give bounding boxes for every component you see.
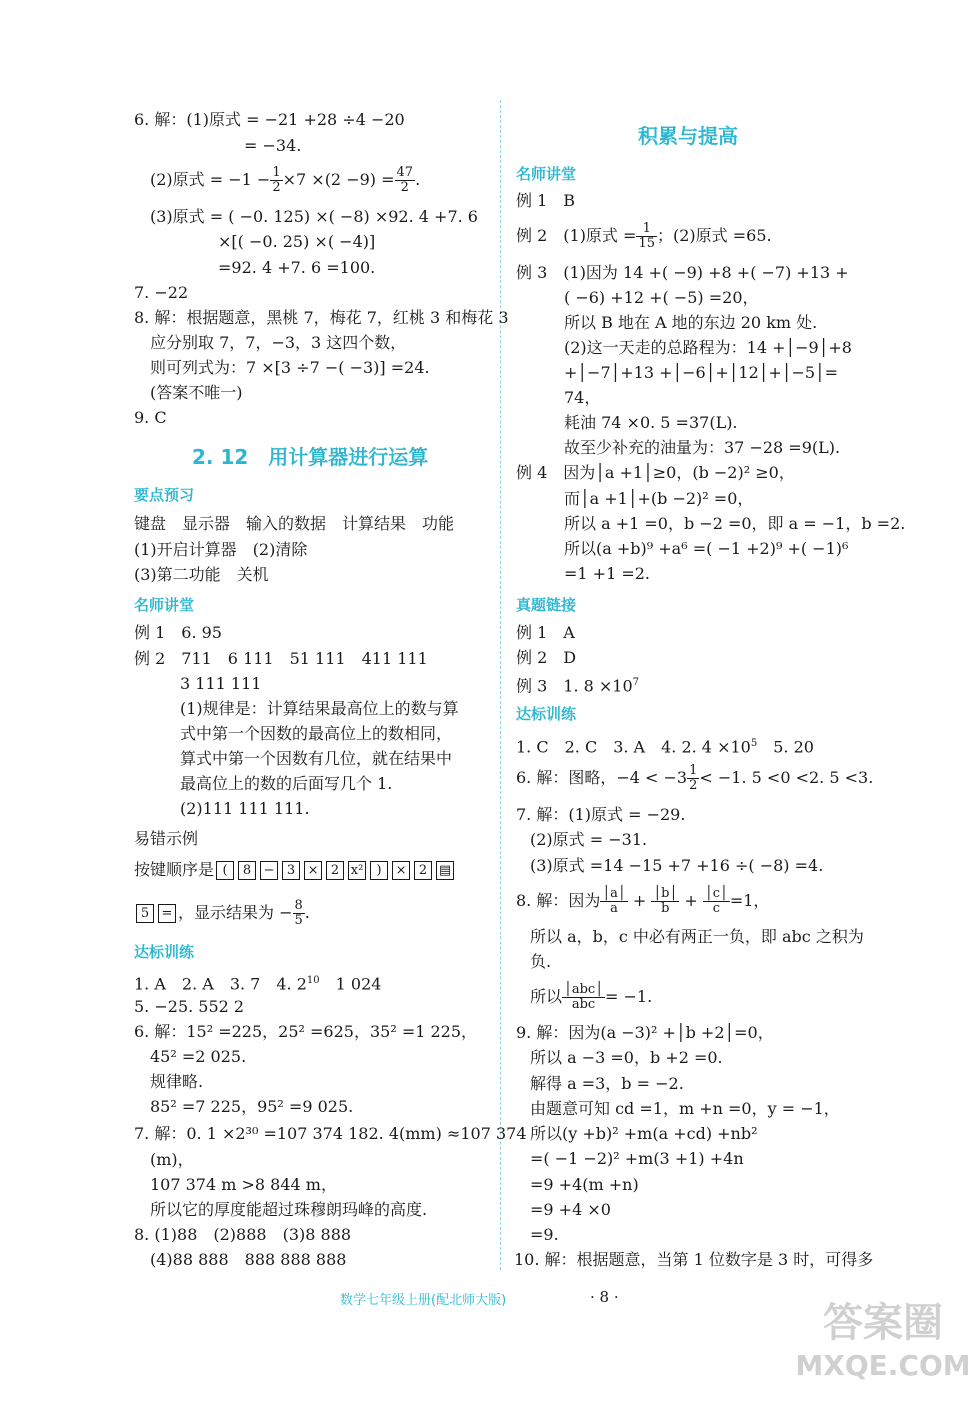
yaodian-line2: (1)开启计算器 (2)清除 — [134, 540, 308, 559]
r-dabiao-line9: 所以 $\frac{\text{│abc│}}{\text{abc}}$ = −1. — [530, 982, 653, 1012]
key-fraction-icon: ▤ — [436, 861, 454, 880]
r-dabiao-line18: =9. — [530, 1225, 559, 1244]
heading-zhenti: 真题链接 — [516, 596, 577, 614]
key-times: × — [304, 861, 322, 880]
q6-line2: = −34. — [244, 136, 302, 155]
r-dabiao-line13: 由题意可知 cd =1，m +n =0，y = −1， — [530, 1099, 840, 1118]
yaodian-line1: 键盘 显示器 输入的数据 计算结果 功能 — [134, 514, 455, 533]
page-number: · 8 · — [590, 1288, 619, 1306]
yaodian-line3: (3)第二功能 关机 — [134, 565, 269, 584]
example3-line1: 例 3 (1)因为 14 +( −9) +8 +( −7) +13 + — [516, 263, 849, 282]
dabiao-line9: 107 374 m >8 844 m， — [150, 1175, 337, 1194]
r-dabiao-line15: =( −1 −2)² +m(3 +1) +4n — [530, 1149, 744, 1168]
fraction: $\frac{1}{2}$ — [689, 763, 698, 793]
r-dabiao-line12: 解得 a =3，b = −2. — [530, 1074, 684, 1093]
example3-line8: 故至少补充的油量为：37 −28 =9(L). — [564, 438, 841, 457]
column-divider — [500, 100, 501, 1270]
example3-line4: (2)这一天走的总路程为：14 +│−9│+8 — [564, 338, 852, 357]
example4-line3: 所以 a +1 =0，b −2 =0，即 a = −1，b =2. — [564, 514, 906, 533]
key-lparen: ( — [216, 861, 234, 880]
section-title: 2. 12 用计算器进行运算 — [192, 445, 429, 469]
example4-line4: 所以(a +b)⁹ +a⁶ =( −1 +2)⁹ +( −1)⁶ — [564, 539, 849, 558]
yicuo-result-line: 5 = ，显示结果为 − $\frac{8}{5}$ . — [134, 893, 310, 933]
fraction: $\frac{│b│}{b}$ — [653, 886, 678, 916]
dabiao-line11: 8. (1)88 (2)888 (3)8 888 — [134, 1225, 352, 1244]
key-square: x² — [348, 861, 366, 880]
watermark-text: 答案圈 — [823, 1300, 943, 1346]
dabiao-line8: (m)， — [150, 1150, 194, 1169]
right-title: 积累与提高 — [638, 124, 738, 148]
example4-line5: =1 +1 =2. — [564, 564, 651, 583]
r-dabiao-line5: (3)原式 =14 −15 +7 +16 ÷( −8) =4. — [530, 856, 824, 875]
example3-line5: +│−7│+13 +│−6│+│12│+│−5│= — [564, 363, 839, 382]
r-dabiao-line8: 负. — [530, 952, 552, 971]
example4-line1: 例 4 因为│a +1│≥0，(b −2)² ≥0， — [516, 463, 795, 482]
key-5: 5 — [136, 904, 154, 923]
mingshi-line8: (2)111 111 111. — [180, 799, 310, 818]
mingshi-line4: (1)规律是：计算结果最高位上的数与算 — [180, 699, 459, 718]
fraction: $\frac{\text{│abc│}}{\text{abc}}$ — [564, 982, 604, 1012]
dabiao-line12: (4)88 888 888 888 888 — [150, 1250, 347, 1269]
q6-line6: =92. 4 +7. 6 =100. — [218, 258, 376, 277]
mingshi-line5: 式中第一个因数的最高位上的数相同， — [180, 724, 453, 743]
fraction: $\frac{47}{2}$ — [396, 165, 414, 195]
fraction: $\frac{8}{5}$ — [294, 898, 303, 928]
heading-mingshi: 名师讲堂 — [134, 596, 195, 614]
r-dabiao-line11: 所以 a −3 =0，b +2 =0. — [530, 1048, 723, 1067]
r-dabiao-line6: 8. 解：因为 $\frac{│a│}{a}$ + $\frac{│b│}{b}$ + $\frac{│c│}{c}$ =1， — [516, 886, 770, 916]
example1: 例 1 B — [516, 191, 576, 210]
q6-line5: ×[( −0. 25) ×( −4)] — [218, 232, 376, 251]
dabiao-line6: 85² =7 225，95² =9 025. — [150, 1097, 354, 1116]
q9-answer: 9. C — [134, 408, 167, 427]
q8-line2: 应分别取 7，7，−3，3 这四个数， — [150, 333, 407, 352]
r-dabiao-line16: =9 +4(m +n) — [530, 1175, 639, 1194]
zhenti-line2: 例 2 D — [516, 648, 577, 667]
r-dabiao-line3: 7. 解：(1)原式 = −29. — [516, 805, 686, 824]
r-dabiao-line10: 9. 解：因为(a −3)² +│b +2│=0， — [516, 1023, 774, 1042]
fraction: $\frac{1}{15}$ — [638, 221, 655, 251]
q7-answer: 7. −22 — [134, 283, 189, 302]
dabiao-line5: 规律略. — [150, 1072, 204, 1091]
mingshi-line6: 算式中第一个因数有几位，就在结果中 — [180, 749, 453, 768]
example3-line2: ( −6) +12 +( −5) =20， — [564, 288, 759, 307]
r-dabiao-line19: 10. 解：根据题意，当第 1 位数字是 3 时，可得多 — [514, 1250, 874, 1269]
fraction: $\frac{│a│}{a}$ — [602, 886, 626, 916]
dabiao-line7: 7. 解：0. 1 ×2³⁰ =107 374 182. 4(mm) ≈107 374 — [134, 1124, 527, 1143]
q8-line4: (答案不唯一) — [150, 383, 243, 402]
example3-line3: 所以 B 地在 A 地的东边 20 km 处. — [564, 313, 818, 332]
r-dabiao-line2: 6. 解：图略，−4 < −3 $\frac{1}{2}$ < −1. 5 <0 <2. 5 <3. — [516, 763, 874, 793]
watermark-url: MXQE.COM — [795, 1349, 971, 1382]
example3-line7: 耗油 74 ×0. 5 =37(L). — [564, 413, 738, 432]
key-times: × — [392, 861, 410, 880]
mingshi-line2: 例 2 711 6 111 51 111 411 111 — [134, 649, 428, 668]
footer-book-title: 数学七年级上册(配北师大版) — [340, 1293, 507, 1308]
dabiao-line10: 所以它的厚度能超过珠穆朗玛峰的高度. — [150, 1200, 428, 1219]
zhenti-line3: 例 3 1. $8 \times 10^7$ — [516, 676, 640, 696]
q8-line1: 8. 解：根据题意，黑桃 7，梅花 7，红桃 3 和梅花 3 — [134, 308, 509, 327]
fraction: $\frac{│c│}{c}$ — [704, 886, 728, 916]
dabiao-line4: 45² =2 025. — [150, 1047, 247, 1066]
r-dabiao-line14: 所以(y +b)² +m(a +cd) +nb² — [530, 1124, 758, 1143]
q6-line1: 6. 解：(1)原式 = −21 +28 ÷4 −20 — [134, 110, 405, 129]
q6-line4: (3)原式 = ( −0. 125) ×( −8) ×92. 4 +7. 6 — [150, 207, 478, 226]
yicuo-keys-line: 按键顺序是 ( 8 − 3 × 2 x² ) × 2 ▤ — [134, 859, 456, 881]
dabiao-line3: 6. 解：15² =225，25² =625，35² =1 225， — [134, 1022, 478, 1041]
heading-mingshi-right: 名师讲堂 — [516, 165, 577, 183]
mingshi-line3: 3 111 111 — [180, 674, 262, 693]
q6-line3: (2)原式 = −1 − $\frac{1}{2}$ ×7 ×(2 −9) = $\frac{47}{2}$ . — [150, 165, 421, 195]
key-8: 8 — [238, 861, 256, 880]
key-rparen: ) — [370, 861, 388, 880]
key-equals: = — [158, 904, 176, 923]
example3-line6: 74， — [564, 388, 601, 407]
heading-yaodian: 要点预习 — [134, 486, 195, 504]
heading-yicuo: 易错示例 — [134, 829, 199, 848]
r-dabiao-line4: (2)原式 = −31. — [530, 830, 648, 849]
key-2: 2 — [414, 861, 432, 880]
zhenti-line1: 例 1 A — [516, 623, 575, 642]
example4-line2: 而│a +1│+(b −2)² =0， — [564, 489, 754, 508]
heading-dabiao: 达标训练 — [134, 943, 195, 961]
mingshi-line7: 最高位上的数的后面写几个 1. — [180, 774, 393, 793]
fraction: $\frac{1}{2}$ — [272, 165, 281, 195]
r-dabiao-line7: 所以 a，b，c 中必有两正一负，即 abc 之积为 — [530, 927, 864, 946]
example2: 例 2 (1)原式 = $\frac{1}{15}$ ；(2)原式 =65. — [516, 221, 772, 251]
r-dabiao-line1: 1. C 2. C 3. A 4. 2. $4 \times 10^5$ 5. 20 — [516, 737, 814, 757]
mingshi-line1: 例 1 6. 95 — [134, 623, 222, 642]
key-minus: − — [260, 861, 278, 880]
r-dabiao-line17: =9 +4 ×0 — [530, 1200, 611, 1219]
dabiao-line1: 1. A 2. A 3. 7 4. $2^{10}$ 1 024 — [134, 974, 382, 994]
key-2: 2 — [326, 861, 344, 880]
dabiao-line2: 5. −25. 552 2 — [134, 997, 245, 1016]
q8-line3: 则可列式为：7 ×[3 ÷7 −( −3)] =24. — [150, 358, 430, 377]
key-3: 3 — [282, 861, 300, 880]
watermark-logo — [793, 1298, 973, 1398]
heading-dabiao-right: 达标训练 — [516, 705, 577, 723]
